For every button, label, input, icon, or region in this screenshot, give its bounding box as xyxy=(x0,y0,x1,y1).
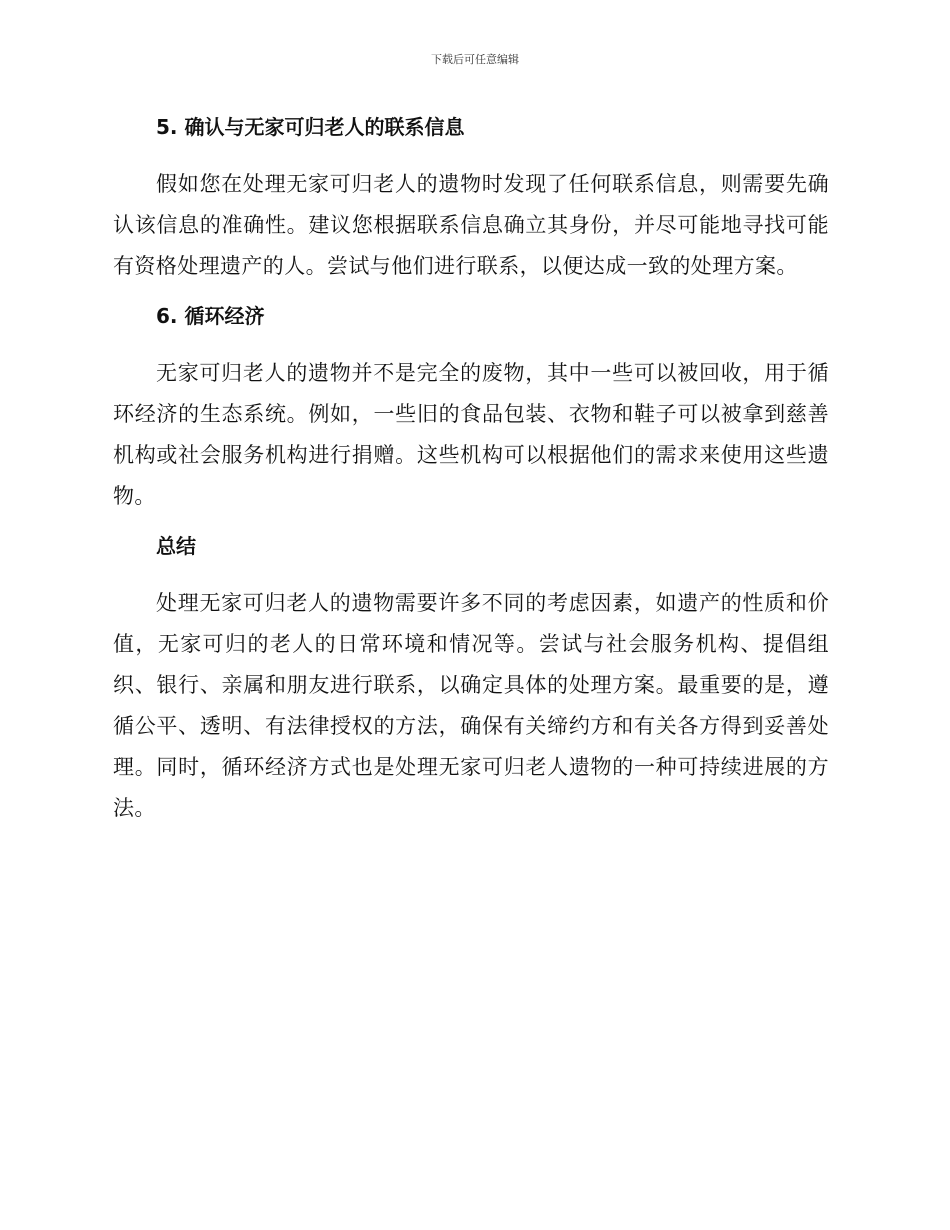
page-header: 下载后可任意编辑 xyxy=(431,53,519,66)
section-paragraph: 无家可归老人的遗物并不是完全的废物，其中一些可以被回收，用于循环经济的生态系统。例如，一些旧的食品包装、衣物和鞋子可以被拿到慈善机构或社会服务机构进行捐赠。这些机构可以根据他们的需求来使用这些遗物。 xyxy=(113,361,829,508)
section-heading: 5. 确认与无家可归老人的联系信息 xyxy=(156,115,465,139)
document-body xyxy=(113,112,829,829)
section-paragraph: 假如您在处理无家可归老人的遗物时发现了任何联系信息，则需要先确认该信息的准确性。建议您根据联系信息确立其身份，并尽可能地寻找可能有资格处理遗产的人。尝试与他们进行联系，以便达成一致的处理方案。 xyxy=(113,172,829,278)
section-paragraph: 处理无家可归老人的遗物需要许多不同的考虑因素，如遗产的性质和价值，无家可归的老人的日常环境和情况等。尝试与社会服务机构、提倡组织、银行、亲属和朋友进行联系，以确定具体的处理方案。最重要的是，遵循公平、透明、有法律授权的方法，确保有关缔约方和有关各方得到妥善处理。同时，循环经济方式也是处理无家可归老人遗物的一种可持续进展的方法。 xyxy=(113,591,829,820)
section-heading: 总结 xyxy=(156,534,196,558)
section-contact-info xyxy=(113,112,829,301)
section-summary xyxy=(113,531,829,829)
section-circular-economy xyxy=(113,301,829,531)
section-heading: 6. 循环经济 xyxy=(156,304,265,328)
